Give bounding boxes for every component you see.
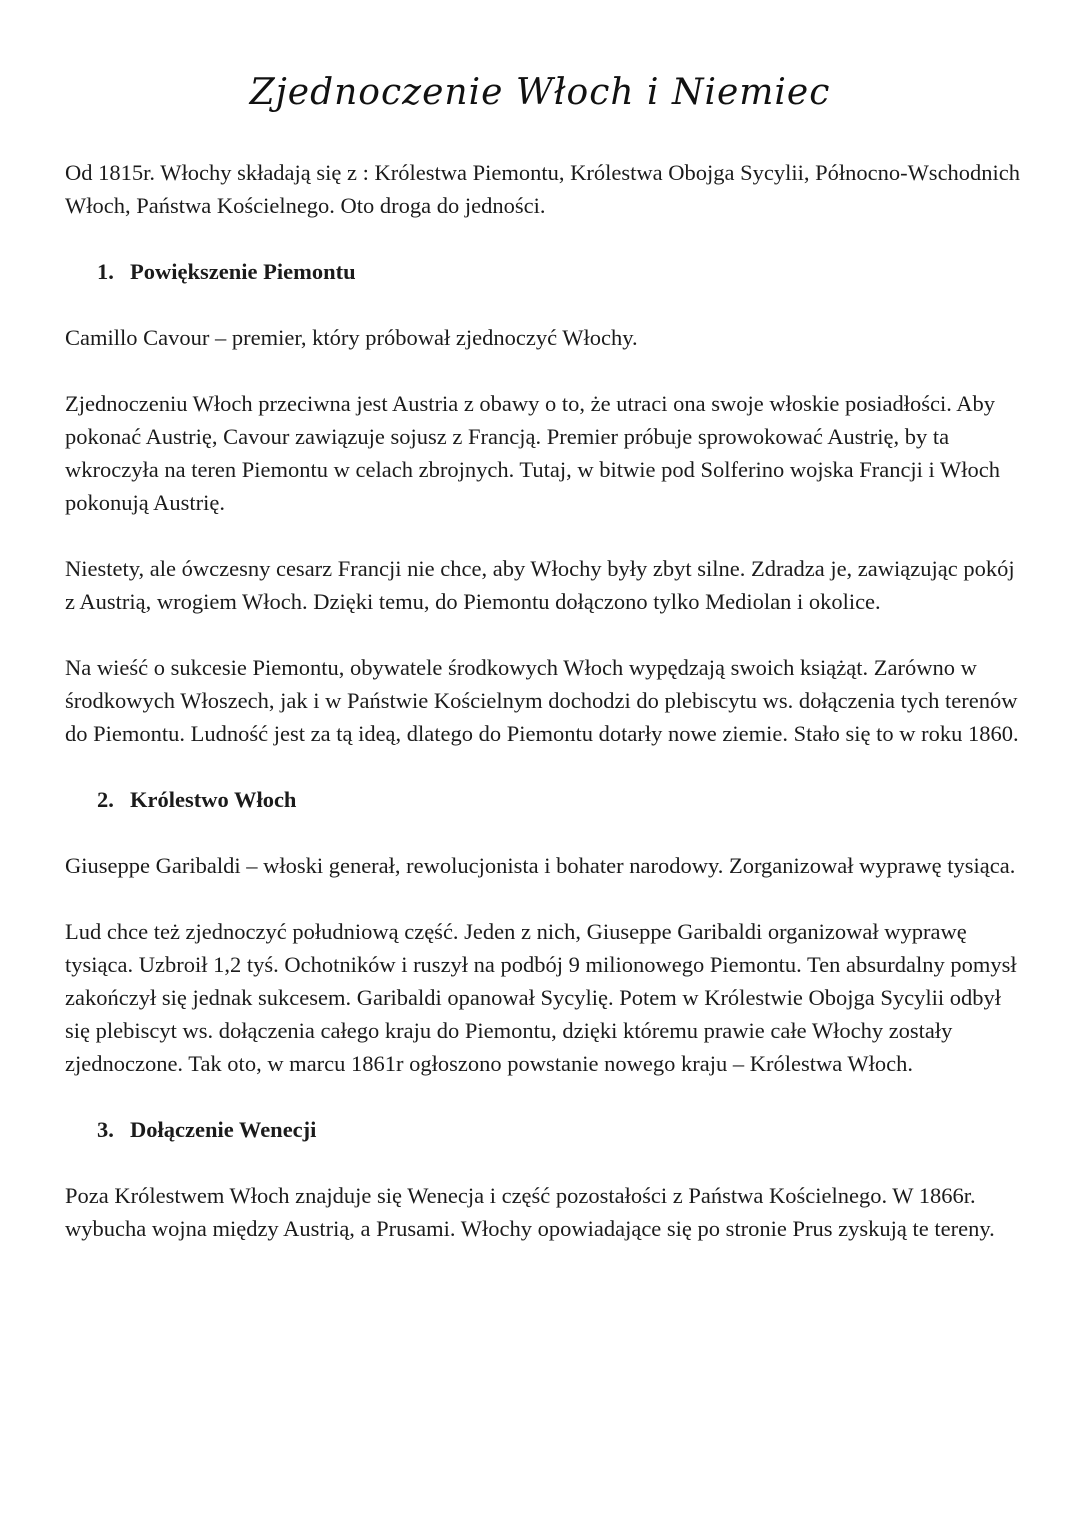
- section-heading-2: [97, 783, 1025, 816]
- section-number: 3.: [97, 1117, 114, 1142]
- paragraph: Na wieść o sukcesie Piemontu, obywatele środkowych Włoch wypędzają swoich książąt. Zarówno w środkowych Włoszech, jak i w Państwie Kościelnym dochodzi do plebiscytu ws. dołączenia tych terenów do Piemontu. Ludność jest za tą ideą, dlatego do Piemontu dotarły nowe ziemie. Stało się to w roku 1860.: [65, 655, 1019, 746]
- document-body: [65, 156, 1025, 1278]
- section-title: Królestwo Włoch: [130, 787, 297, 812]
- paragraph: Niestety, ale ówczesny cesarz Francji nie chce, aby Włochy były zbyt silne. Zdradza je, zawiązując pokój z Austrią, wrogiem Włoch. Dzięki temu, do Piemontu dołączono tylko Mediolan i okolice.: [65, 556, 1015, 614]
- section-title: Dołączenie Wenecji: [130, 1117, 317, 1142]
- section-heading-3: [97, 1113, 1025, 1146]
- paragraph: Zjednoczeniu Włoch przeciwna jest Austria z obawy o to, że utraci ona swoje włoskie posiadłości. Aby pokonać Austrię, Cavour zawiązuje sojusz z Francją. Premier próbuje sprowokować Austrię, by ta wkroczyła na teren Piemontu w celach zbrojnych. Tutaj, w bitwie pod Solferino wojska Francji i Włoch pokonują Austrię.: [65, 391, 1001, 515]
- paragraph: Lud chce też zjednoczyć południową część. Jeden z nich, Giuseppe Garibaldi organizował wyprawę tysiąca. Uzbroił 1,2 tyś. Ochotników i ruszył na podbój 9 milionowego Piemontu. Ten absurdalny pomysł zakończył się jednak sukcesem. Garibaldi opanował Sycylię. Potem w Królestwie Obojga Sycylii odbył się plebiscyt ws. dołączenia całego kraju do Piemontu, dzięki któremu prawie całe Włochy zostały zjednoczone. Tak oto, w marcu 1861r ogłoszono powstanie nowego kraju – Królestwa Włoch.: [65, 919, 1017, 1076]
- section-heading-1: [97, 255, 1025, 288]
- paragraph: Giuseppe Garibaldi – włoski generał, rewolucjonista i bohater narodowy. Zorganizował wyprawę tysiąca.: [65, 853, 1016, 878]
- page-title: Zjednoczenie Włoch i Niemiec: [249, 72, 831, 113]
- section-number: 2.: [97, 787, 114, 812]
- section-number: 1.: [97, 259, 114, 284]
- section-title: Powiększenie Piemontu: [130, 259, 356, 284]
- paragraph: Poza Królestwem Włoch znajduje się Wenecja i część pozostałości z Państwa Kościelnego. W 1866r. wybucha wojna między Austrią, a Prusami. Włochy opowiadające się po stronie Prus zyskują te tereny.: [65, 1183, 995, 1241]
- intro-paragraph: Od 1815r. Włochy składają się z : Królestwa Piemontu, Królestwa Obojga Sycylii, Północno-Wschodnich Włoch, Państwa Kościelnego. Oto droga do jedności.: [65, 160, 1021, 218]
- paragraph: Camillo Cavour – premier, który próbował zjednoczyć Włochy.: [65, 325, 638, 350]
